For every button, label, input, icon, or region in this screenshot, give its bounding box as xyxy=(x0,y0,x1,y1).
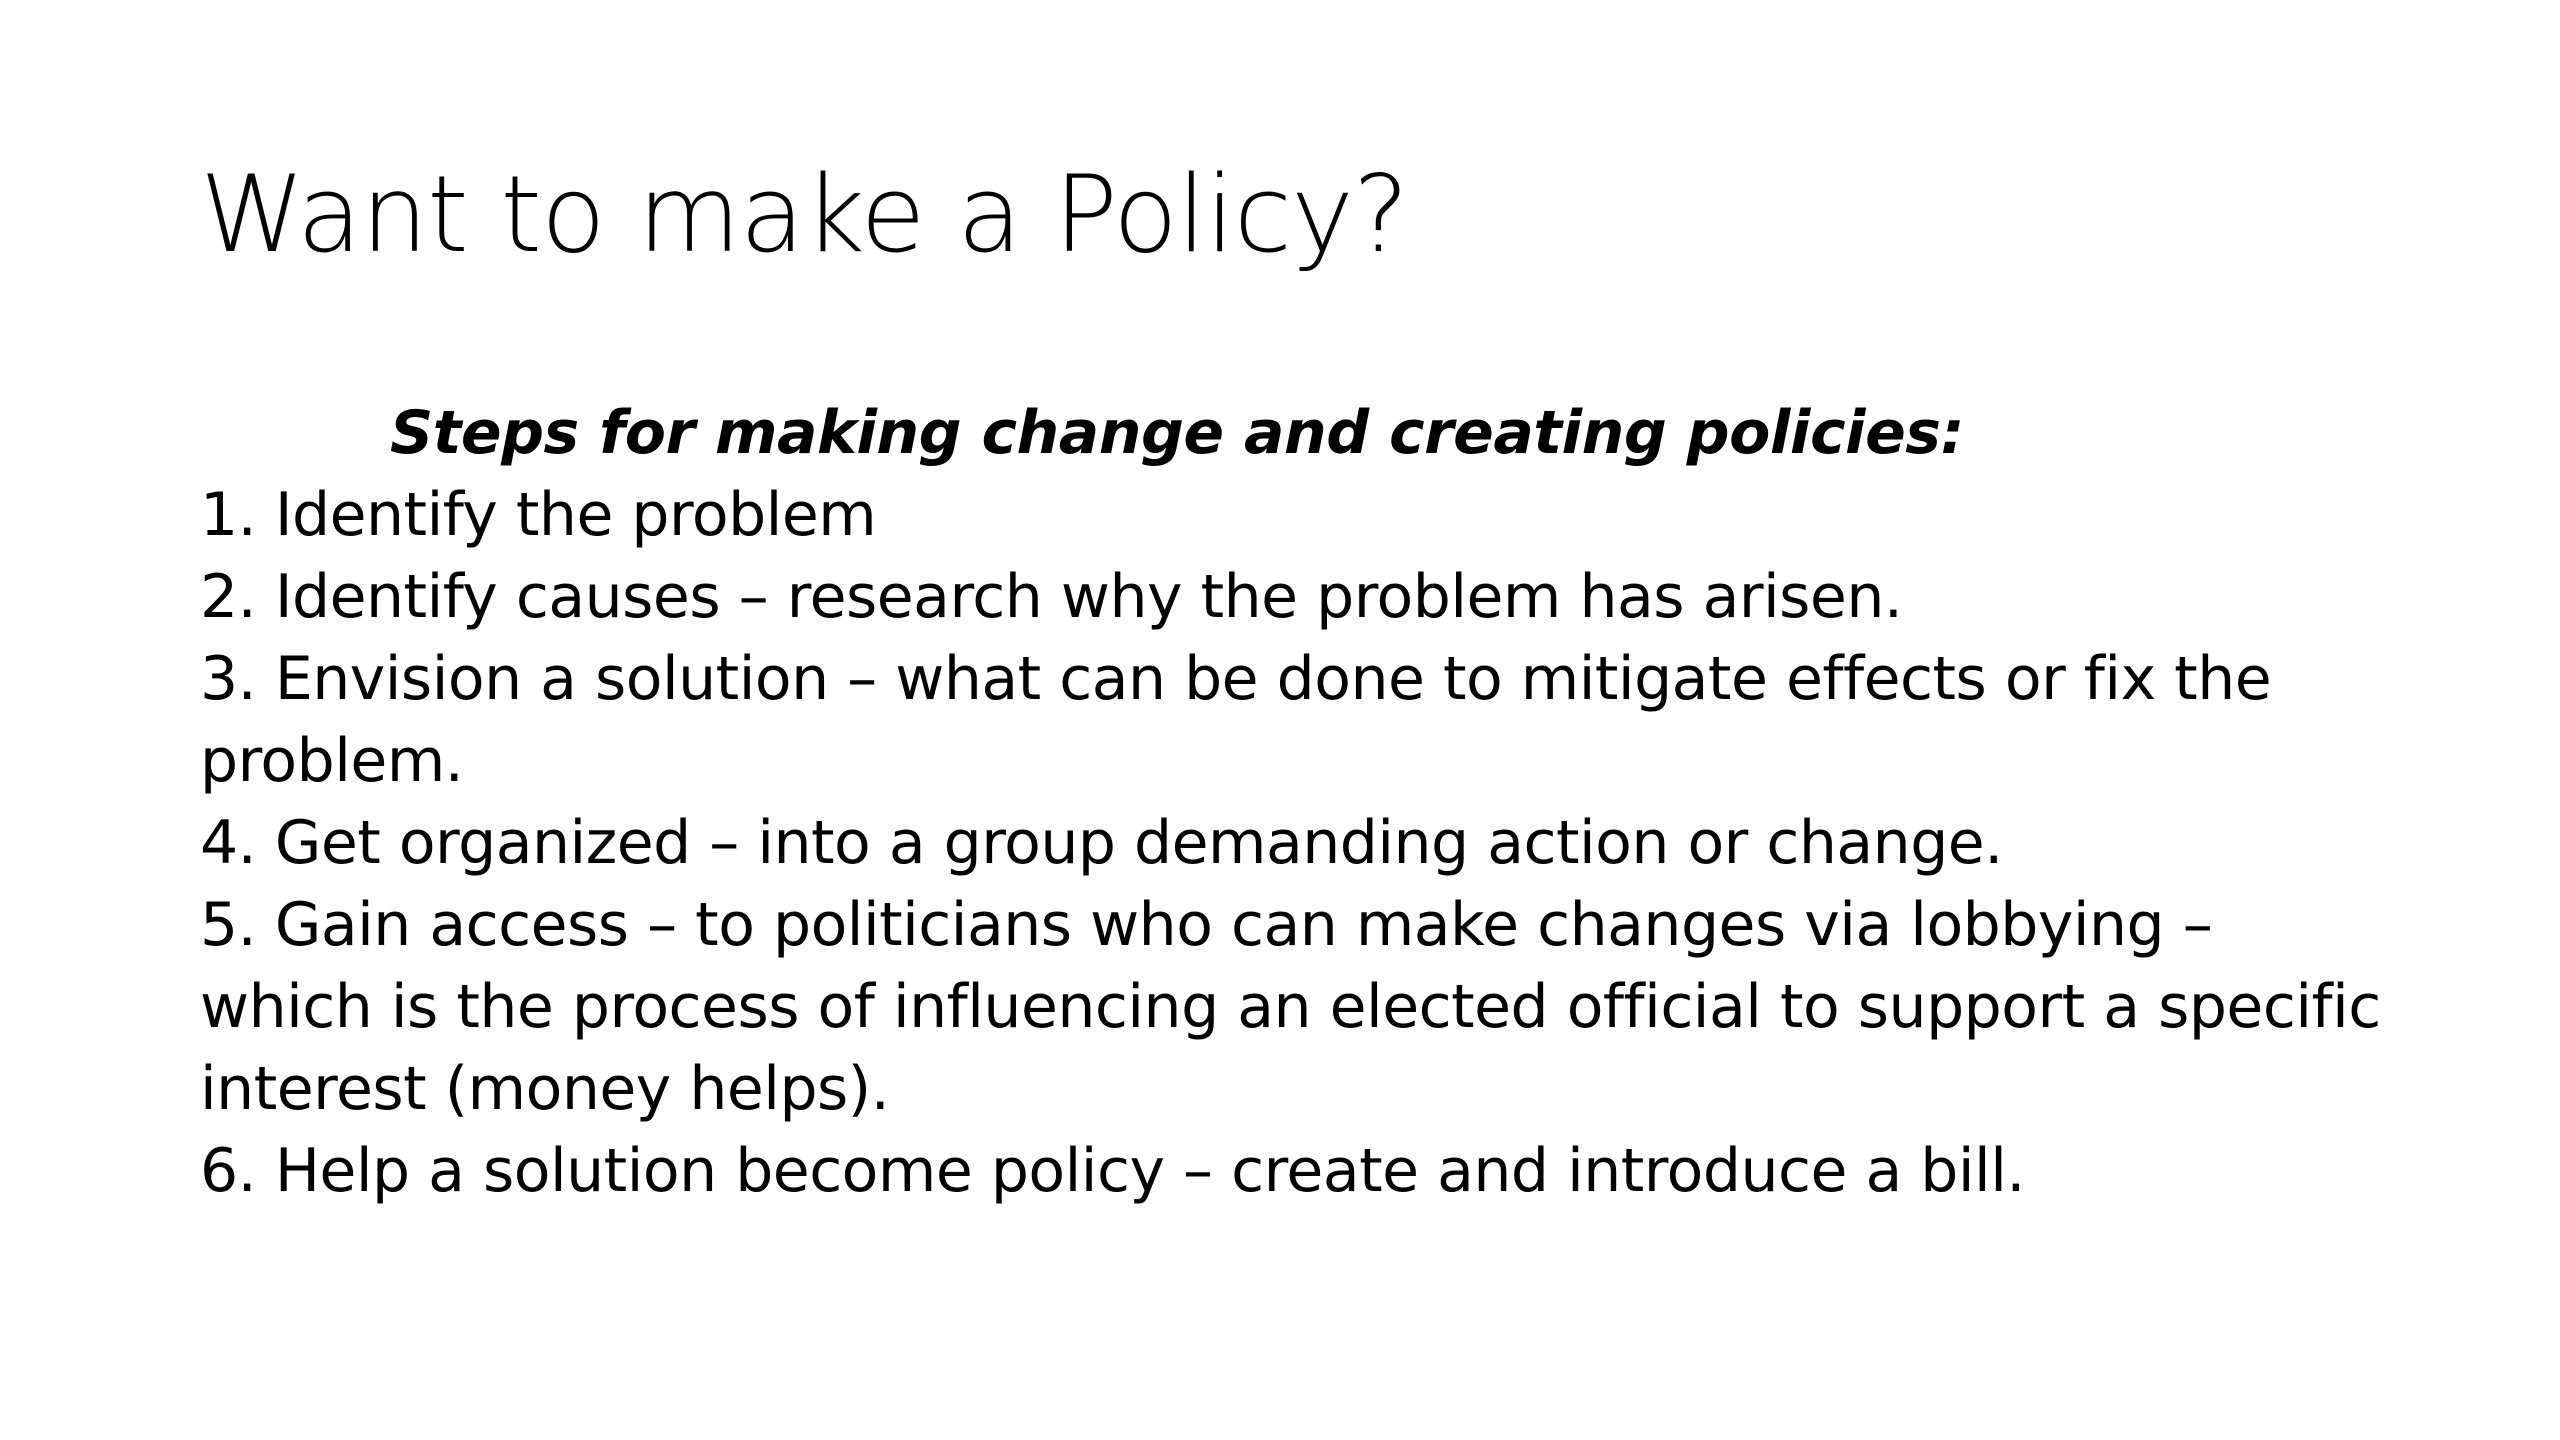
step-item-6: 6. Help a solution become policy – create and introduce a bill. xyxy=(200,1136,2025,1206)
steps-list xyxy=(200,474,2400,1212)
slide-body xyxy=(200,392,2400,1212)
step-item-1: 1. Identify the problem xyxy=(200,480,877,550)
slide-title: Want to make a Policy? xyxy=(200,153,1409,276)
step-item-4: 4. Get organized – into a group demanding action or change. xyxy=(200,808,2003,878)
step-item-5: 5. Gain access – to politicians who can make changes via lobbying – which is the process of influencing an elected official to support a specific interest (money helps). xyxy=(200,890,2381,1124)
steps-subheading: Steps for making change and creating policies: xyxy=(390,398,1965,468)
step-item-2: 2. Identify causes – research why the problem has arisen. xyxy=(200,562,1903,632)
step-item-3: 3. Envision a solution – what can be done to mitigate effects or fix the problem. xyxy=(200,644,2272,796)
